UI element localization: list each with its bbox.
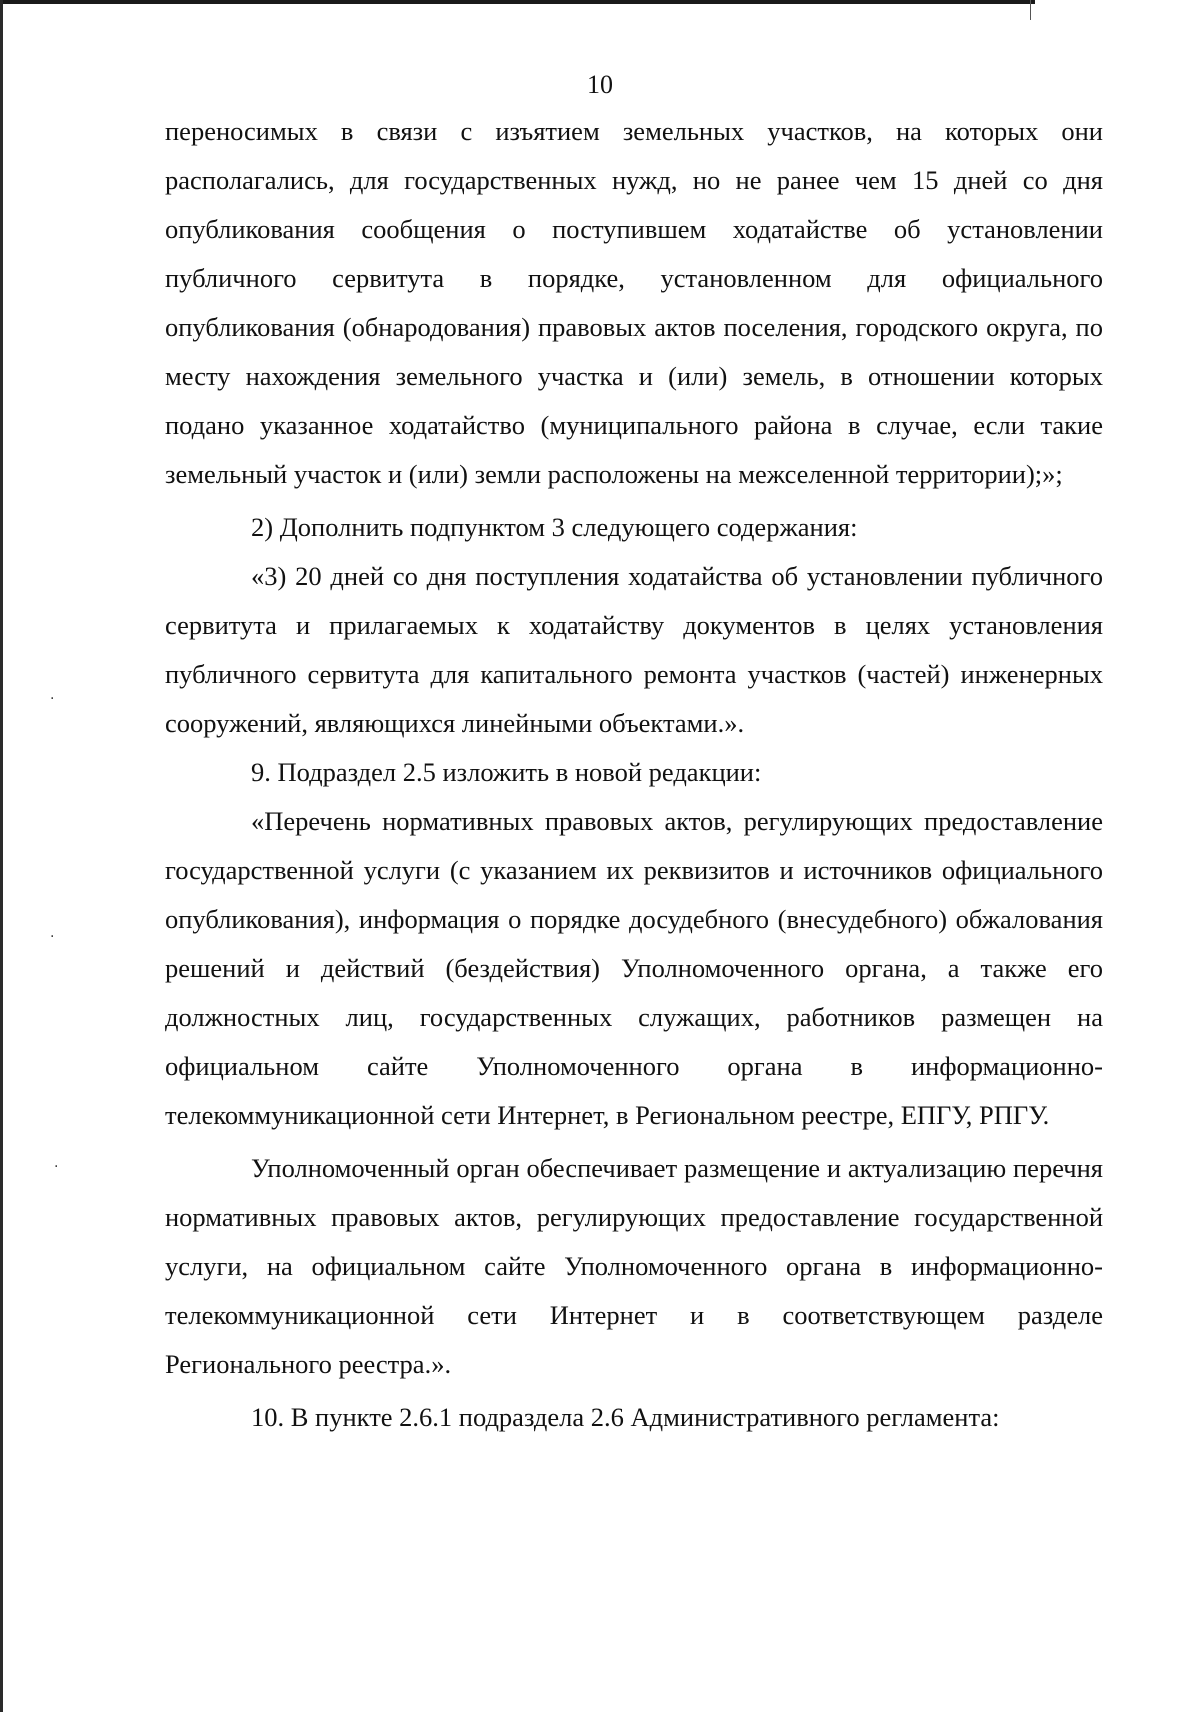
scan-left-border bbox=[0, 0, 3, 1712]
paragraph-subitem-3: «3) 20 дней со дня поступления ходатайства об установлении публичного сервитута и прилагаемых к ходатайству документов в целях установления публичного сервитута для капитального ремонта участков (частей) инженерных сооружений, являющихся линейными объектами.». bbox=[165, 561, 1103, 738]
paragraph-item-9: 9. Подраздел 2.5 изложить в новой редакции: bbox=[251, 757, 762, 787]
paragraph-item-2: 2) Дополнить подпунктом 3 следующего содержания: bbox=[251, 512, 858, 542]
scan-top-border bbox=[0, 0, 1035, 4]
scan-edge-line bbox=[1030, 0, 1031, 20]
paragraph-authority-duties: Уполномоченный орган обеспечивает размещение и актуализацию перечня нормативных правовых актов, регулирующих предоставление государственной услуги, на официальном сайте Уполномоченного органа в информационно-телекоммуникационной сети Интернет и в соответствующем разделе Регионального реестра.». bbox=[165, 1153, 1103, 1379]
page-number: 10 bbox=[587, 70, 613, 99]
document-body bbox=[165, 107, 1103, 1442]
paragraph-list-of-acts: «Перечень нормативных правовых актов, регулирующих предоставление государственной услуги (с указанием их реквизитов и источников официального опубликования), информация о порядке досудебного (внесудебного) обжалования решений и действий (бездействия) Уполномоченного органа, а также его должностных лиц, государственных служащих, работников размещен на официальном сайте Уполномоченного органа в информационно-телекоммуникационной сети Интернет, в Региональном реестре, ЕПГУ, РПГУ. bbox=[165, 806, 1103, 1130]
scan-speck: · bbox=[50, 691, 55, 707]
paragraph-item-10: 10. В пункте 2.6.1 подраздела 2.6 Административного регламента: bbox=[251, 1402, 1000, 1432]
scan-speck: · bbox=[50, 929, 55, 945]
scan-speck: · bbox=[54, 1159, 59, 1175]
paragraph-continuation: переносимых в связи с изъятием земельных участков, на которых они располагались, для государственных нужд, но не ранее чем 15 дней со дня опубликования сообщения о поступившем ходатайстве об установлении публичного сервитута в порядке, установленном для официального опубликования (обнародования) правовых актов поселения, городского округа, по месту нахождения земельного участка и (или) земель, в отношении которых подано указанное ходатайство (муниципального района в случае, если такие земельный участок и (или) земли расположены на межселенной территории);»; bbox=[165, 116, 1103, 489]
